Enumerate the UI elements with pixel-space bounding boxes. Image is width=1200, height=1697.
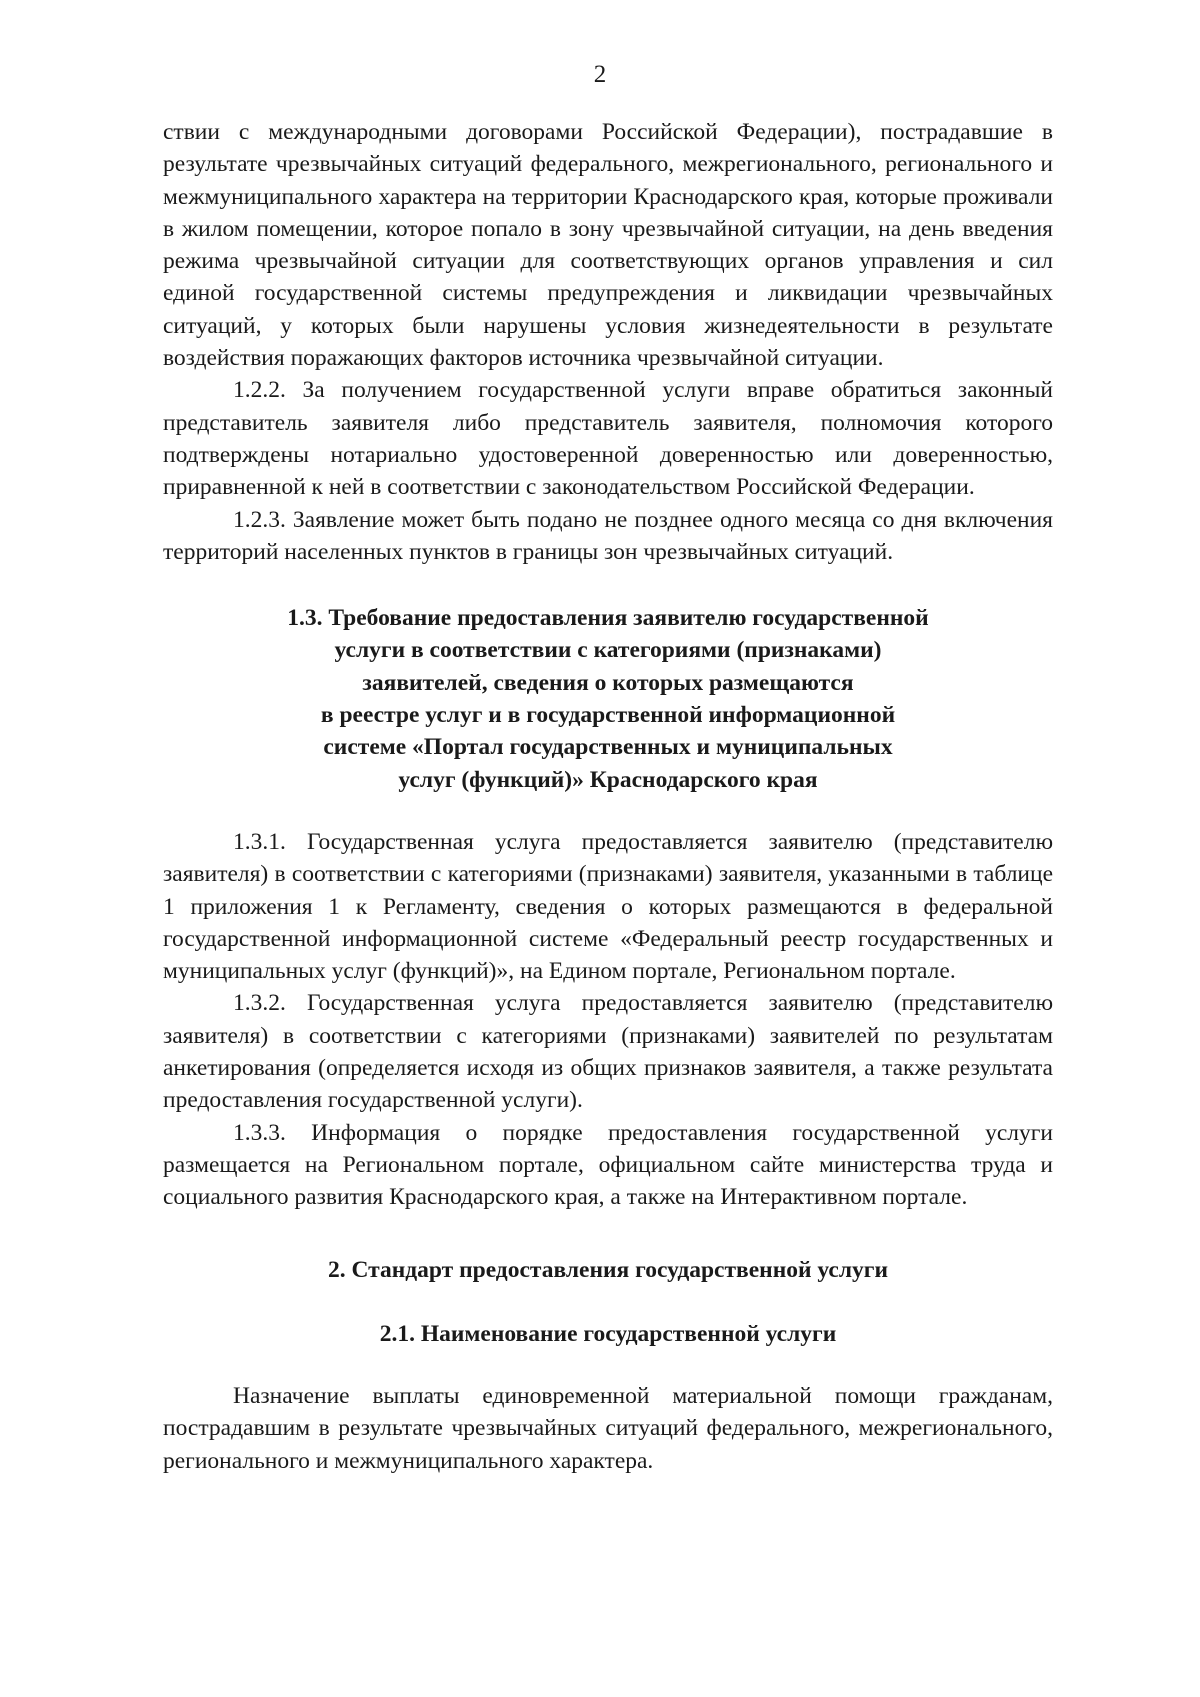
page-number: 2 bbox=[593, 61, 607, 88]
paragraph-1-3-3: 1.3.3. Информация о порядке предоставления государственной услуги размещается на Региональном портале, официальном сайте министерства труда и социального развития Краснодарского края, а также на Интерактивном портале. bbox=[163, 1119, 1053, 1211]
paragraph-1-3-2: 1.3.2. Государственная услуга предоставляется заявителю (представителю заявителя) в соответствии с категориями (признаками) заявителей по результатам анкетирования (определяется исходя из общих признаков заявителя, а также результата предоставления государственной услуги). bbox=[163, 990, 1053, 1114]
paragraph-1-2-2: 1.2.2. За получением государственной услуги вправе обратиться законный представитель заявителя либо представитель заявителя, полномочия которого подтверждены нотариально удостоверенной доверенностью или доверенностью, приравненной к ней в соответствии с законодательством Российской Федерации. bbox=[163, 377, 1053, 501]
heading-line: в реестре услуг и в государственной информационной bbox=[320, 702, 896, 729]
heading-line: 1.3. Требование предоставления заявителю государственной bbox=[287, 605, 929, 632]
paragraph-1-2-3: 1.2.3. Заявление может быть подано не позднее одного месяца со дня включения территорий населенных пунктов в границы зон чрезвычайных ситуаций. bbox=[163, 506, 1053, 565]
paragraph-continuation: ствии с международными договорами Российской Федерации), пострадавшие в результате чрезвычайных ситуаций федерального, межрегионального, регионального и межмуниципального характера на территории Краснодарского края, которые проживали в жилом помещении, которое попало в зону чрезвычайной ситуации, на день введения режима чрезвычайной ситуации для соответствующих органов управления и сил единой государственной системы предупреждения и ликвидации чрезвычайных ситуаций, у которых были нарушены условия жизнедеятельности в результате воздействия поражающих факторов источника чрезвычайной ситуации. bbox=[163, 119, 1053, 372]
section-heading-2-1: 2.1. Наименование государственной услуги bbox=[379, 1320, 837, 1347]
heading-line: системе «Портал государственных и муниципальных bbox=[323, 734, 893, 761]
heading-line: услуг (функций)» Краснодарского края bbox=[398, 766, 818, 793]
paragraph-2-1: Назначение выплаты единовременной материальной помощи гражданам, пострадавшим в результате чрезвычайных ситуаций федерального, межрегионального, регионального и межмуниципального характера. bbox=[163, 1383, 1053, 1474]
heading-line: заявителей, сведения о которых размещаются bbox=[362, 669, 854, 696]
section-heading-2: 2. Стандарт предоставления государственной услуги bbox=[327, 1256, 889, 1283]
section-heading-1-3 bbox=[163, 602, 1053, 796]
heading-line: услуги в соответствии с категориями (признаками) bbox=[334, 637, 882, 664]
document-body bbox=[163, 116, 1053, 1477]
paragraph-1-3-1: 1.3.1. Государственная услуга предоставляется заявителю (представителю заявителя) в соответствии с категориями (признаками) заявителя, указанными в таблице 1 приложения 1 к Регламенту, сведения о которых размещаются в федеральной государственной информационной системе «Федеральный реестр государственных и муниципальных услуг (функций)», на Едином портале, Региональном портале. bbox=[163, 828, 1053, 985]
